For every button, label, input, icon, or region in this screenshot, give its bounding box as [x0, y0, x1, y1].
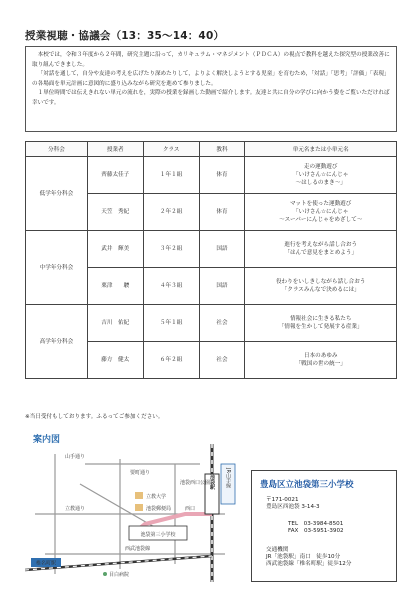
subject-cell: 社会	[199, 305, 245, 342]
school-name: 豊島区立池袋第三小学校	[260, 480, 354, 490]
street-label: 西口	[185, 506, 196, 512]
unit-cell	[245, 157, 397, 194]
street-label: 要町通り	[130, 470, 151, 476]
teacher-cell: 吉川 佑紀	[87, 305, 143, 342]
ikebukuro-label: 池袋駅	[209, 474, 215, 490]
table-row	[26, 305, 397, 342]
unit-line: ～はしるのまき～」	[295, 180, 346, 186]
unit-line: 役わりをいしきしながら話し合おう	[275, 279, 366, 285]
class-cell: ３年２組	[143, 231, 199, 268]
school-access-block	[266, 547, 351, 569]
teacher-cell: 栗津 駿	[87, 268, 143, 305]
school-address-block	[266, 497, 320, 512]
street-label: 立教通り	[65, 506, 86, 512]
access-jr: JR「池袋駅」南口 徒歩10分	[266, 554, 341, 561]
schedule-table	[25, 141, 397, 379]
group-cell: 高学年分科会	[26, 305, 88, 379]
unit-line: 走の運動遊び	[303, 164, 338, 170]
unit-cell	[245, 231, 397, 268]
teacher-cell: 天笠 秀紀	[87, 194, 143, 231]
table-row	[26, 231, 397, 268]
unit-line: 「クラスみんなで決めるには」	[281, 287, 360, 293]
group-cell: 低学年分科会	[26, 157, 88, 231]
landmark-marker	[135, 504, 143, 511]
page-title: 授業視聴・協議会（13：35～14：40）	[25, 30, 225, 42]
subject-cell: 国語	[199, 268, 245, 305]
landmark-label: 立教大学	[146, 494, 167, 500]
unit-line: 「情報を生かして発展する産業」	[278, 324, 363, 330]
access-map	[25, 444, 251, 582]
intro-paragraph-1: 本校では，令和３年度から２年間，研究主題に沿って，カリキュラム・マネジメント（ＰＤＣＡ）の視点で教科を越えた探究型の授業改善に取り組んできました。	[32, 52, 390, 68]
school-info-box	[251, 470, 397, 582]
unit-line: 「いけさん☆にんじゃ	[293, 209, 349, 215]
shiinamachi-label: 椎名町駅	[35, 560, 57, 567]
unit-line: 「戦国の世の統一」	[295, 361, 346, 367]
intro-paragraph-3: １単位時間では伝えきれない単元の流れを，実際の授業を録画した動画で紹介します。友達と共に自分の学びに向かう姿をご覧いただければ幸いです。	[32, 90, 390, 106]
unit-line: 「はんで意見をまとめよう」	[284, 250, 358, 256]
unit-line: ～スーパーにんじゃをめざして～	[279, 217, 363, 223]
subject-cell: 体育	[199, 157, 245, 194]
map-svg	[25, 444, 251, 582]
unit-cell	[245, 194, 397, 231]
unit-line: 「いけさん☆にんじゃ	[293, 172, 349, 178]
map-title: 案内図	[33, 435, 61, 445]
header-subject: 教科	[199, 142, 245, 157]
intro-box	[25, 46, 397, 132]
jr-label: JR山手線	[225, 468, 231, 488]
teacher-cell: 齊藤太佳子	[87, 157, 143, 194]
street-label: 西武池袋線	[125, 546, 151, 552]
hospital-marker	[103, 572, 107, 576]
unit-line: マットを使った運動遊び	[290, 201, 352, 207]
class-cell: ６年２組	[143, 342, 199, 379]
school-postal: 〒171-0021	[266, 497, 299, 503]
subject-cell: 国語	[199, 231, 245, 268]
header-teacher: 授業者	[87, 142, 143, 157]
unit-cell	[245, 268, 397, 305]
unit-line: 進行を考えながら話し合おう	[284, 242, 358, 248]
landmark-label: 池袋郵便局	[146, 506, 172, 512]
class-cell: ２年２組	[143, 194, 199, 231]
table-header-row	[26, 142, 397, 157]
subject-cell: 社会	[199, 342, 245, 379]
access-seibu: 西武池袋線「椎名町駅」徒歩12分	[266, 561, 352, 568]
class-cell: ４年３組	[143, 268, 199, 305]
group-cell: 中学年分科会	[26, 231, 88, 305]
header-unit: 単元名または小単元名	[245, 142, 397, 157]
school-contact-block	[288, 521, 344, 536]
unit-cell	[245, 305, 397, 342]
unit-line: 日本のあゆみ	[303, 353, 338, 359]
landmark-marker	[135, 492, 143, 499]
access-title: 交通機関	[266, 547, 289, 553]
unit-cell	[245, 342, 397, 379]
school-tel: TEL 03-3984-8501	[288, 521, 344, 527]
teacher-cell: 武井 輝美	[87, 231, 143, 268]
class-cell: ５年１組	[143, 305, 199, 342]
school-map-label: 池袋第三小学校	[140, 532, 176, 538]
school-fax: FAX 03-5951-3902	[288, 528, 344, 535]
street-label: 山手通り	[65, 454, 86, 460]
header-class: クラス	[143, 142, 199, 157]
hospital-label: 目白病院	[109, 572, 130, 578]
class-cell: １年１組	[143, 157, 199, 194]
subject-cell: 体育	[199, 194, 245, 231]
teacher-cell: 藤方 健太	[87, 342, 143, 379]
unit-line: 情報社会に生きる私たち	[289, 316, 352, 322]
header-group: 分科会	[26, 142, 88, 157]
school-address: 豊島区西池袋 3-14-3	[266, 504, 320, 511]
table-row	[26, 157, 397, 194]
intro-paragraph-2: 「対話を通して，自分や友達の考えを広げたり深めたりして，よりよく解決しようとする児童」を育むため，「対話」「思考」「評価」「表現」の各場面を単元計画に意図的に盛り込みながら研究を進めて参りました。	[32, 71, 390, 87]
street-label: 池袋西口公園	[180, 480, 211, 486]
note-text: ※当日受付もしております。ふるってご参加ください。	[25, 414, 164, 420]
